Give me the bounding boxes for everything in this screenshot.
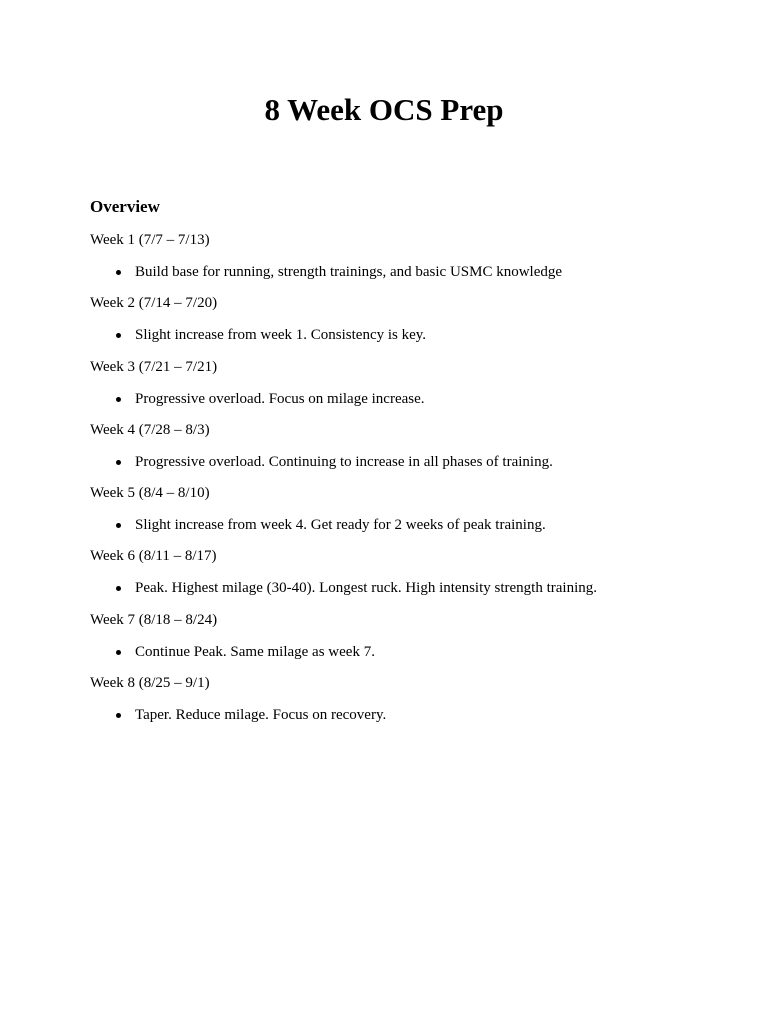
- week-label: Week 3 (7/21 – 7/21): [90, 358, 218, 375]
- week-description: Taper. Reduce milage. Focus on recovery.: [135, 707, 387, 724]
- document-title: 8 Week OCS Prep: [264, 92, 504, 127]
- bullet-icon: [116, 397, 121, 402]
- section-heading-overview: Overview: [90, 197, 160, 216]
- week-description: Slight increase from week 4. Get ready for 2 weeks of peak training.: [135, 517, 546, 534]
- week-block-6: [90, 545, 730, 608]
- list-item: [90, 451, 730, 473]
- week-description: Progressive overload. Continuing to increase in all phases of training.: [135, 453, 553, 470]
- week-block-7: [90, 609, 730, 672]
- list-item: [90, 577, 730, 599]
- week-block-3: [90, 356, 730, 419]
- bullet-icon: [116, 460, 121, 465]
- week-label: Week 6 (8/11 – 8/17): [90, 548, 217, 565]
- week-description: Slight increase from week 1. Consistency is key.: [135, 327, 427, 344]
- week-label: Week 1 (7/7 – 7/13): [90, 232, 210, 248]
- week-block-8: [90, 672, 730, 735]
- bullet-icon: [116, 523, 121, 528]
- list-item: [90, 514, 730, 536]
- week-block-1: [90, 229, 730, 292]
- list-item: [90, 388, 730, 410]
- list-item: [90, 704, 730, 726]
- week-label: Week 5 (8/4 – 8/10): [90, 485, 210, 502]
- week-label: Week 4 (7/28 – 8/3): [90, 421, 210, 438]
- bullet-icon: [116, 713, 121, 718]
- week-description: Progressive overload. Focus on milage increase.: [135, 390, 425, 407]
- bullet-icon: [116, 270, 121, 275]
- bullet-icon: [116, 333, 121, 338]
- bullet-icon: [116, 650, 121, 655]
- weekly-plan-list: [90, 229, 730, 735]
- week-label: Week 7 (8/18 – 8/24): [90, 611, 218, 628]
- week-description: Peak. Highest milage (30-40). Longest ruck. High intensity strength training.: [135, 580, 597, 597]
- bullet-icon: [116, 586, 121, 591]
- week-block-2: [90, 292, 730, 355]
- week-block-5: [90, 482, 730, 545]
- list-item: [90, 641, 730, 663]
- week-label: Week 2 (7/14 – 7/20): [90, 295, 218, 312]
- week-block-4: [90, 419, 730, 482]
- list-item: [90, 324, 730, 346]
- week-description: Build base for running, strength trainings, and basic USMC knowledge: [135, 264, 563, 280]
- list-item: [90, 261, 730, 283]
- week-label: Week 8 (8/25 – 9/1): [90, 675, 210, 692]
- week-description: Continue Peak. Same milage as week 7.: [135, 643, 375, 660]
